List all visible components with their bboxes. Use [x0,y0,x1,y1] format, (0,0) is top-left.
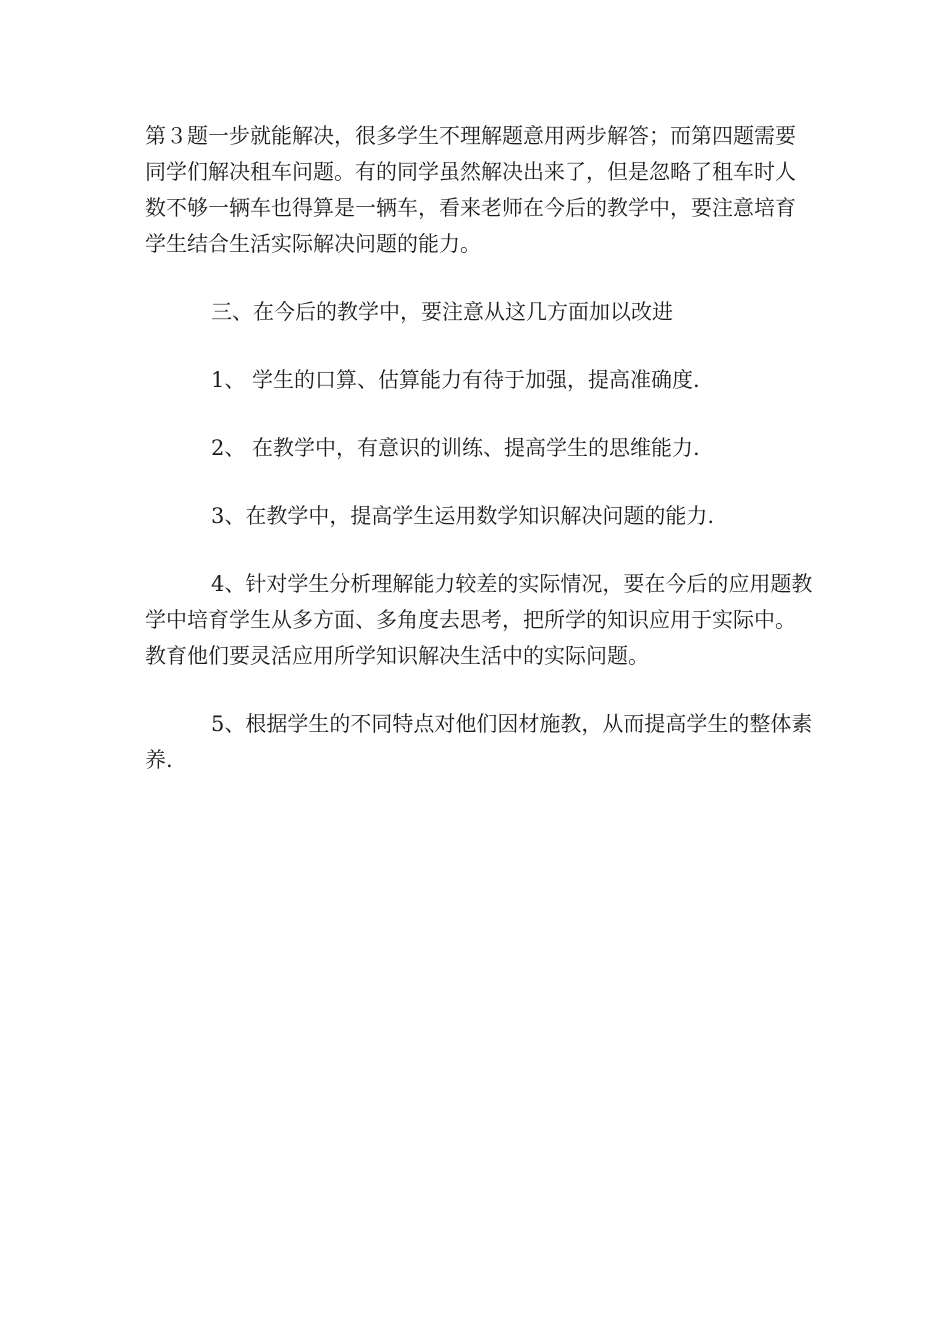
list-item-2: 2、 在教学中，有意识的训练、提高学生的思维能力. [211,436,700,460]
section-heading: 三、在今后的教学中，要注意从这几方面加以改进 [211,300,673,324]
list-item-4: 4、针对学生分析理解能力较差的实际情况，要在今后的应用题教学中培育学生从多方面、多角度去思考，把所学的知识应用于实际中。教育他们要灵活应用所学知识解决生活中的实际问题。 [145,572,813,668]
list-item-1: 1、 学生的口算、估算能力有待于加强，提高准确度. [211,368,700,392]
list-item-5: 5、根据学生的不同特点对他们因材施教，从而提高学生的整体素养. [145,712,813,772]
paragraph-continuation: 第３题一步就能解决，很多学生不理解题意用两步解答；而第四题需要同学们解决租车问题。有的同学虽然解决出来了，但是忽略了租车时人数不够一辆车也得算是一辆车，看来老师在今后的教学中，要注意培育学生结合生活实际解决问题的能力。 [145,124,796,256]
list-item-3: 3、在教学中，提高学生运用数学知识解决问题的能力. [211,504,715,528]
document-body [145,118,815,778]
